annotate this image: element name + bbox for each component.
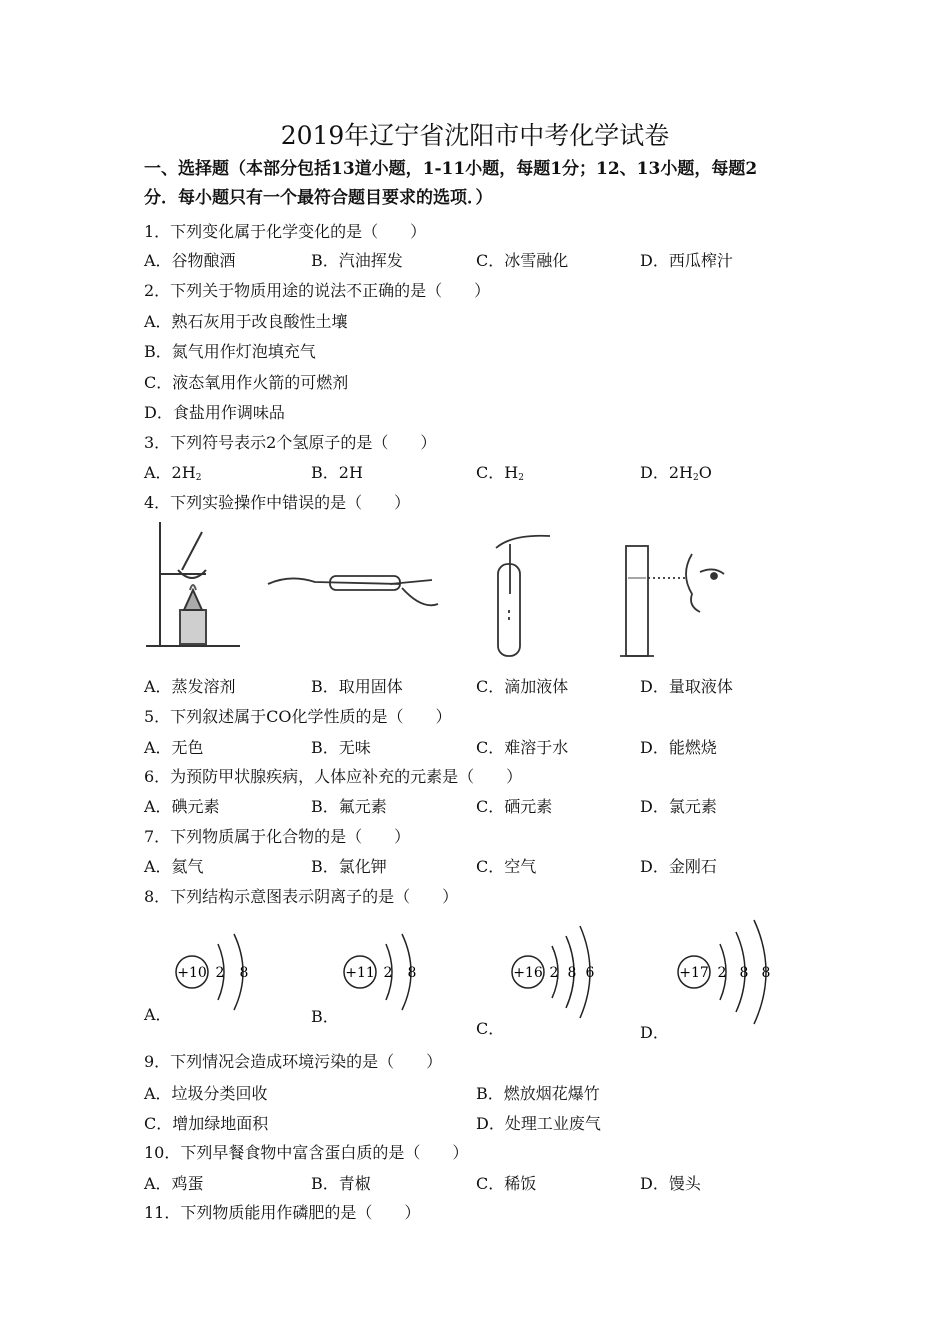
- atom-diagram-d: [678, 920, 770, 1024]
- question-1-stem: 1．下列变化属于化学变化的是（ ）: [144, 222, 427, 241]
- q1-option-d: D．西瓜榨汁: [640, 251, 733, 270]
- section-heading-line2: 分．每小题只有一个最符合题目要求的选项．）: [144, 188, 493, 208]
- q10-option-b: B．青椒: [311, 1174, 371, 1193]
- q10-option-a: A．鸡蛋: [144, 1174, 204, 1193]
- question-2-stem: 2．下列关于物质用途的说法不正确的是（ ）: [144, 281, 491, 300]
- question-4-stem: 4．下列实验操作中错误的是（ ）: [144, 493, 411, 512]
- q6-option-b: B．氟元素: [311, 797, 387, 816]
- q8-option-a: A．: [144, 1005, 172, 1024]
- q3-option-c: C．$H_2$: [476, 463, 524, 483]
- svg-text:2: 2: [717, 965, 727, 981]
- q8-option-b: B．: [311, 1007, 339, 1026]
- q5-option-d: D．能燃烧: [640, 738, 717, 757]
- q2-option-d: D．食盐用作调味品: [144, 403, 285, 422]
- q9-option-a: A．垃圾分类回收: [144, 1084, 268, 1103]
- q8-option-d: D．: [640, 1023, 669, 1042]
- svg-text:8: 8: [239, 965, 249, 981]
- q8-option-c: C．: [476, 1019, 505, 1038]
- question-8-stem: 8．下列结构示意图表示阴离子的是（ ）: [144, 887, 459, 906]
- q9-option-d: D．处理工业废气: [476, 1114, 601, 1133]
- svg-text:8: 8: [761, 965, 771, 981]
- question-10-stem: 10．下列早餐食物中富含蛋白质的是（ ）: [144, 1143, 469, 1162]
- q9-option-c: C．增加绿地面积: [144, 1114, 269, 1133]
- q5-option-b: B．无味: [311, 738, 371, 757]
- q10-option-d: D．馒头: [640, 1174, 701, 1193]
- q2-option-b: B．氮气用作灯泡填充气: [144, 342, 316, 361]
- q6-option-c: C．硒元素: [476, 797, 553, 816]
- question-5-stem: 5．下列叙述属于CO化学性质的是（ ）: [144, 707, 452, 726]
- svg-text:2: 2: [215, 965, 225, 981]
- q6-option-d: D．氯元素: [640, 797, 717, 816]
- svg-text:2: 2: [383, 965, 393, 981]
- lab-operations-figure: [140, 514, 750, 666]
- taking-solid-illustration: [268, 576, 438, 605]
- svg-text:+17: +17: [679, 965, 709, 981]
- q2-option-c: C．液态氧用作火箭的可燃剂: [144, 373, 349, 392]
- atom-structure-diagrams: [140, 910, 790, 1030]
- svg-text:+10: +10: [177, 965, 207, 981]
- q2-option-a: A．熟石灰用于改良酸性土壤: [144, 312, 348, 331]
- q7-option-a: A．氦气: [144, 857, 204, 876]
- q7-option-c: C．空气: [476, 857, 537, 876]
- q3-option-d: D．$2H_2O$: [640, 463, 712, 483]
- question-3-stem: 3．下列符号表示2个氢原子的是（ ）: [144, 433, 437, 452]
- svg-text:8: 8: [739, 965, 749, 981]
- question-6-stem: 6．为预防甲状腺疾病，人体应补充的元素是（ ）: [144, 767, 523, 786]
- q6-option-a: A．碘元素: [144, 797, 220, 816]
- q7-option-b: B．氯化钾: [311, 857, 387, 876]
- q5-option-c: C．难溶于水: [476, 738, 569, 757]
- svg-text:2: 2: [549, 965, 559, 981]
- q1-option-b: B．汽油挥发: [311, 251, 403, 270]
- question-9-stem: 9．下列情况会造成环境污染的是（ ）: [144, 1052, 443, 1071]
- svg-text:6: 6: [585, 965, 595, 981]
- svg-text:+16: +16: [513, 965, 543, 981]
- question-11-stem: 11．下列物质能用作磷肥的是（ ）: [144, 1203, 421, 1222]
- q9-option-b: B．燃放烟花爆竹: [476, 1084, 600, 1103]
- q1-option-c: C．冰雪融化: [476, 251, 569, 270]
- question-7-stem: 7．下列物质属于化合物的是（ ）: [144, 827, 411, 846]
- q3-option-a: A．$2H_2$: [144, 463, 202, 483]
- page-title: 2019年辽宁省沈阳市中考化学试卷: [280, 121, 670, 150]
- dropping-liquid-illustration: [496, 536, 550, 656]
- atom-diagram-c: [512, 926, 595, 1018]
- q4-option-d: D．量取液体: [640, 677, 733, 696]
- atom-diagram-b: [344, 934, 416, 1010]
- q7-option-d: D．金刚石: [640, 857, 717, 876]
- q4-option-c: C．滴加液体: [476, 677, 569, 696]
- section-heading-line1: 一、选择题（本部分包括13道小题，1-11小题，每题1分；12、13小题，每题2: [144, 159, 758, 179]
- atom-diagram-a: [176, 934, 248, 1010]
- svg-text:8: 8: [407, 965, 417, 981]
- q4-option-a: A．蒸发溶剂: [144, 677, 236, 696]
- q5-option-a: A．无色: [144, 738, 204, 757]
- svg-text:+11: +11: [345, 965, 375, 981]
- svg-text:8: 8: [567, 965, 577, 981]
- measuring-liquid-illustration: [620, 546, 724, 656]
- q10-option-c: C．稀饭: [476, 1174, 537, 1193]
- q3-option-b: B．2H: [311, 463, 363, 482]
- q4-option-b: B．取用固体: [311, 677, 403, 696]
- evaporation-apparatus-illustration: [146, 522, 240, 646]
- q1-option-a: A．谷物酿酒: [144, 251, 236, 270]
